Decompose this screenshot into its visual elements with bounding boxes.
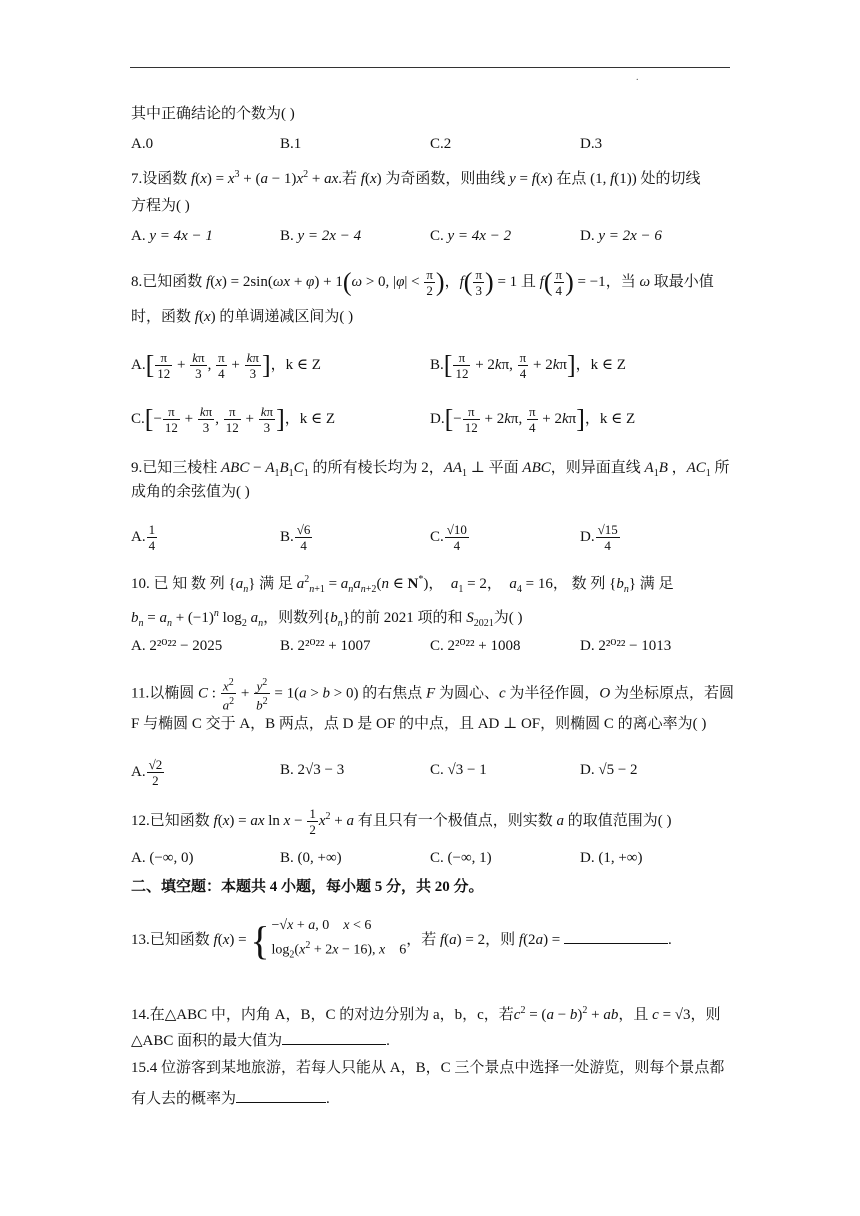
- q7-option-c: C. y = 4x − 2: [430, 228, 512, 244]
- q11-option-b: B. 2√3 − 3: [280, 762, 345, 778]
- q8-option-c: C.[− $\frac{\pi}{12}$ + $\frac{k\pi}{3}$ , $\frac{\pi}{12}$ + $\frac{k\pi}{3}$ ]，k ∈ Z: [131, 404, 336, 435]
- q10-line2: $b_n = a_n + (-1)^n$ $\log_2 a_n$，则数列$\{b_n\}$的前 2021 项的和 $S_{2021}$为( ): [131, 608, 523, 629]
- q12-option-c: C. (−∞, 1): [430, 850, 492, 866]
- q12-option-d: D. (1, +∞): [580, 850, 643, 866]
- q7-mid2: 为奇函数，则曲线: [385, 171, 506, 187]
- q13-answer-blank[interactable]: [564, 929, 668, 944]
- q13-line: 13.已知函数 f(x) = { −√x + a, 0 x < 6 $\log_2(x^2 + 2x - 16)$, x 6 ，若 f(a) = 2，则 f(2a) = .: [131, 917, 672, 963]
- q9-option-d: D. $\frac{√15}{4}$: [580, 522, 618, 553]
- q15-answer-blank[interactable]: [236, 1088, 326, 1103]
- q7-mid4: 处的切线: [640, 171, 701, 187]
- q11-option-a: A. $\frac{√2}{2}$: [131, 757, 163, 788]
- header-dot: .: [636, 72, 639, 83]
- q8-option-b: B.[ $\frac{\pi}{12}$ + 2kπ, $\frac{\pi}{4}$ + 2kπ]，k ∈ Z: [430, 350, 626, 381]
- q14-answer-blank[interactable]: [282, 1030, 386, 1045]
- q6-option-d: D.3: [580, 136, 603, 152]
- q14-line2: △ABC 面积的最大值为 .: [131, 1030, 390, 1051]
- q10-line1: 10. 已 知 数 列 $\{a_n\}$ 满 足 $a^2_{n+1} = a_na_{n+2}(n$ ∈ N*)， $a_1 = 2$， $a_4 = 16$， 数 列 $\{b_n\}$ 满 足: [131, 574, 674, 595]
- q9-option-a: A. $\frac{1}{4}$: [131, 522, 156, 553]
- q11-line1: 11.以椭圆 C : $\frac{x^2}{a^2}$ + $\frac{y^2}{b^2}$ = 1(a > b > 0) 的右焦点 F 为圆心、c 为半径作圆，O 为坐标原点，若圆: [131, 677, 735, 713]
- q8-line2: 时，函数 f(x) 的单调递减区间为( ): [131, 309, 354, 325]
- q12-option-b: B. (0, +∞): [280, 850, 342, 866]
- q10-option-c: C. 2²⁰²² + 1008: [430, 638, 521, 654]
- q8-line1: 8.已知函数 f(x) = 2sin(ωx + φ) + 1(ω > 0, |φ| < $\frac{\pi}{2}$ )，f( $\frac{\pi}{3}$ ) = 1 且 f( $\frac{\pi}{4}$ ) = −1，当 ω 取最小值: [131, 267, 714, 298]
- q8-option-a: A.[ $\frac{\pi}{12}$ + $\frac{k\pi}{3}$ , $\frac{\pi}{4}$ + $\frac{k\pi}{3}$ ]，k ∈ Z: [131, 350, 321, 381]
- q7-num: 7.设函数: [131, 171, 188, 187]
- q9-option-b: B. $\frac{√6}{4}$: [280, 522, 311, 553]
- header-rule: [130, 67, 730, 68]
- q11-option-d: D. √5 − 2: [580, 762, 638, 778]
- section-title: 二、填空题：本题共 4 小题，每小题 5 分，共 20 分。: [131, 879, 484, 895]
- q7-line2: 方程为( ): [131, 198, 190, 214]
- q7-line1: 7.设函数 $f(x) = x^3 + (a - 1)x^2$ + ax.若 f(x) 为奇函数，则曲线 y = f(x) 在点 (1, f(1)) 处的切线: [131, 169, 701, 187]
- q10-option-d: D. 2²⁰²² − 1013: [580, 638, 672, 654]
- q14-line1: 14.在△ABC 中，内角 A，B，C 的对边分别为 a，b，c，若$c^2 = (a - b)^2$ + ab，且 c = √3，则: [131, 1005, 721, 1023]
- q12-line1: 12.已知函数 f(x) = ax ln x − $\frac{1}{2}$ $x^2 + a$ 有且只有一个极值点，则实数 a 的取值范围为( ): [131, 806, 672, 837]
- q11-option-c: C. √3 − 1: [430, 762, 487, 778]
- q7-mid3: 在点: [556, 171, 587, 187]
- q12-option-a: A. (−∞, 0): [131, 850, 194, 866]
- q10-option-b: B. 2²⁰²² + 1007: [280, 638, 371, 654]
- q7-option-b: B. y = 2x − 4: [280, 228, 362, 244]
- q10-option-a: A. 2²⁰²² − 2025: [131, 638, 223, 654]
- q7-option-a: A. y = 4x − 1: [131, 228, 213, 244]
- q15-line2: 有人去的概率为 .: [131, 1088, 330, 1109]
- q15-line1: 15.4 位游客到某地旅游，若每人只能从 A，B，C 三个景点中选择一处游览，则每个景点都: [131, 1060, 725, 1076]
- q6-text: 其中正确结论的个数为( ): [131, 106, 295, 122]
- q9-line2: 成角的余弦值为( ): [131, 484, 250, 500]
- q8-option-d: D.[− $\frac{\pi}{12}$ + 2kπ, $\frac{\pi}{4}$ + 2kπ]，k ∈ Z: [430, 404, 636, 435]
- q7-mid1: .若: [338, 171, 358, 187]
- q9-option-c: C. $\frac{√10}{4}$: [430, 522, 467, 553]
- q6-option-b: B.1: [280, 136, 302, 152]
- q6-option-c: C.2: [430, 136, 452, 152]
- q11-line2: F 与椭圆 C 交于 A，B 两点，点 D 是 OF 的中点，且 AD ⊥ OF，则椭圆 C 的离心率为( ): [131, 716, 707, 732]
- q7-option-d: D. y = 2x − 6: [580, 228, 662, 244]
- q9-line1: 9.已知三棱柱 ABC − $A_1B_1C_1$ 的所有棱长均为 2，$AA_1$ ⊥ 平面 ABC，则异面直线 $A_1B$ ，$AC_1$ 所: [131, 460, 730, 479]
- q6-option-a: A.0: [131, 136, 154, 152]
